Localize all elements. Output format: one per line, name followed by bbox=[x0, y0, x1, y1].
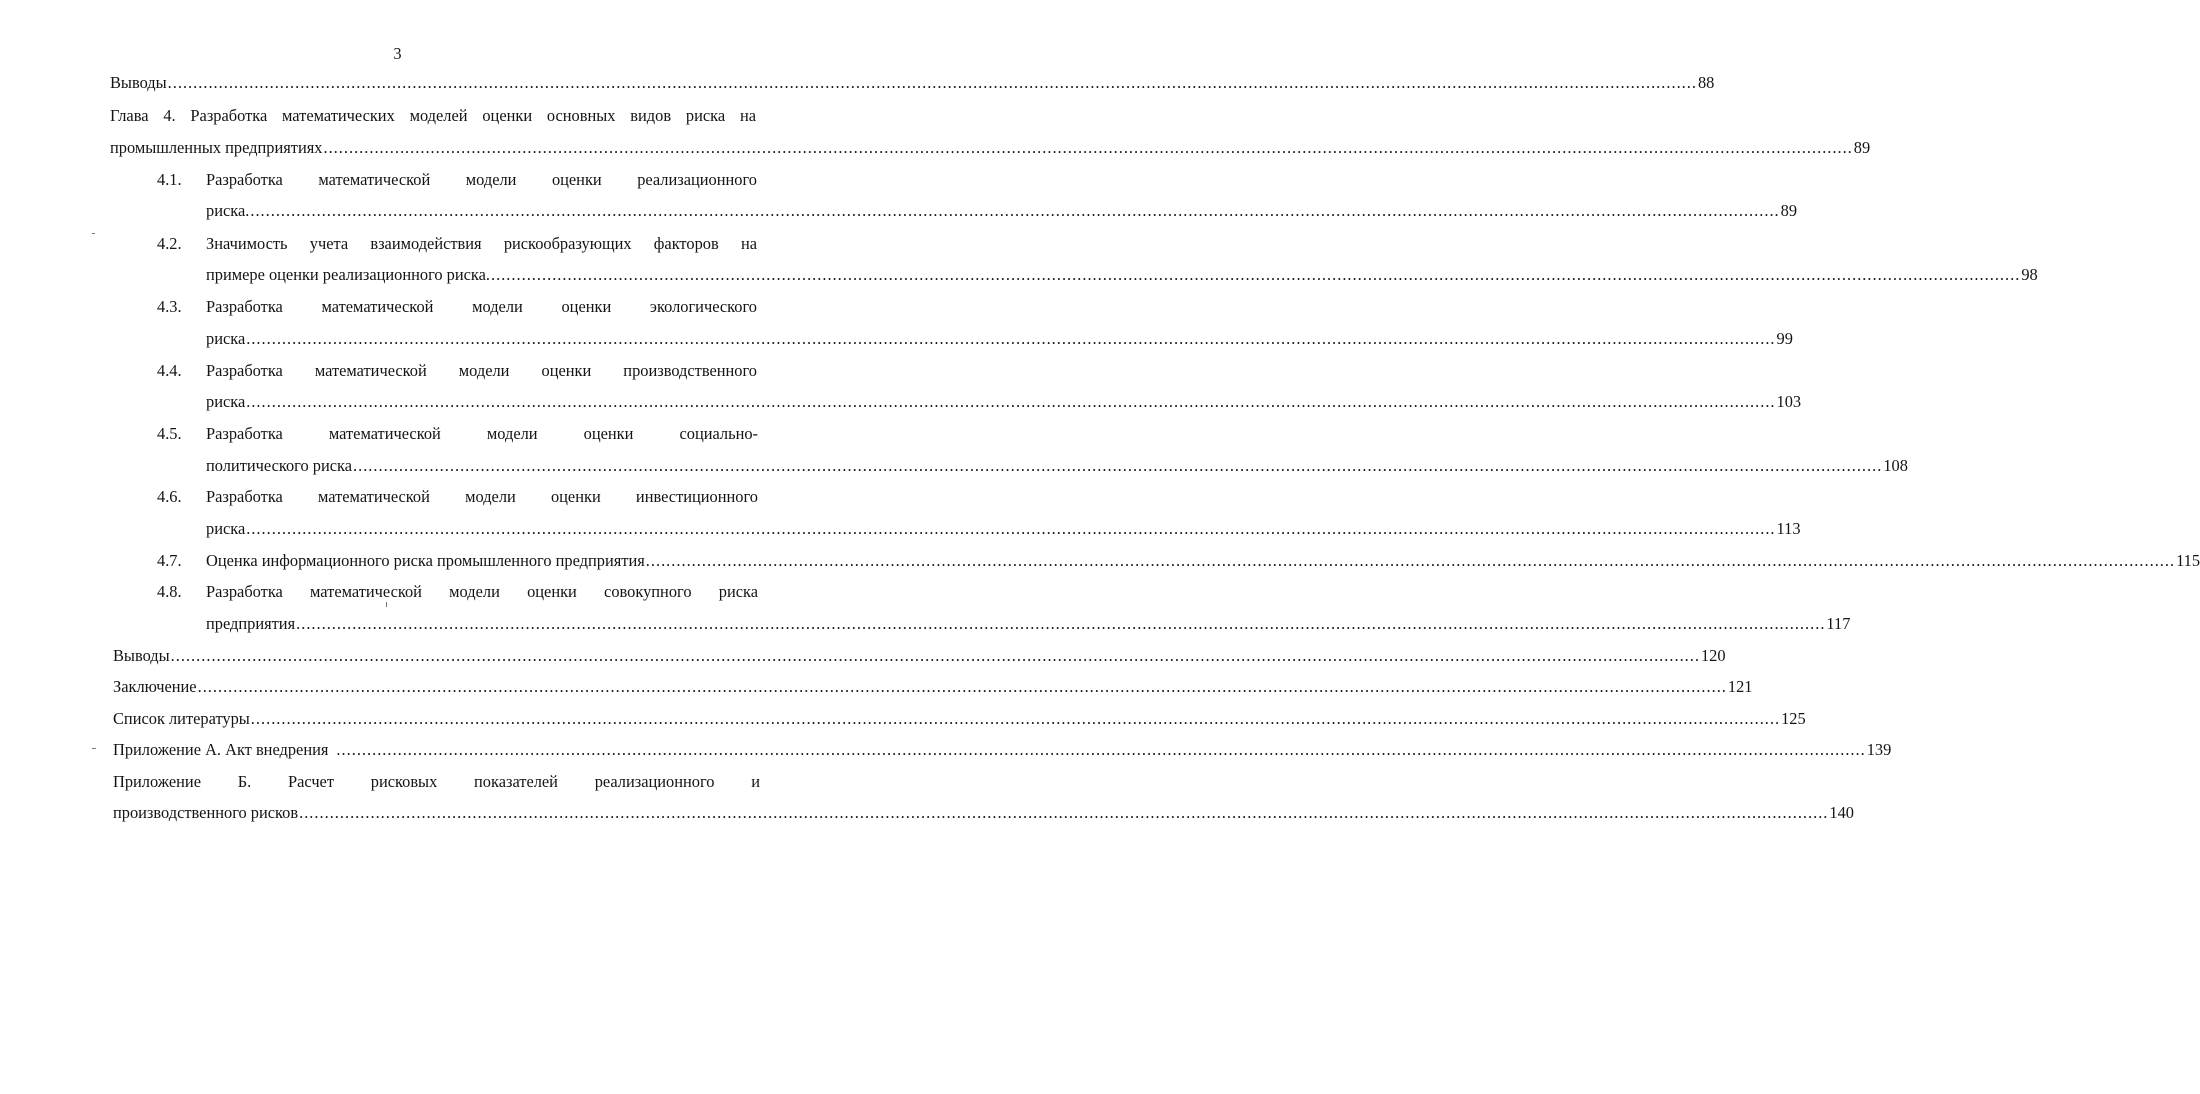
toc-entry-title: Заключение bbox=[113, 677, 197, 696]
toc-section-4-3 bbox=[206, 329, 1793, 349]
toc-entry-page: 89 bbox=[1853, 138, 1871, 157]
dot-leader: ............................................................................................................................................................................................................................................................................................................ bbox=[246, 519, 1776, 538]
toc-section-title: Разработка математической модели оценки социально- bbox=[206, 424, 758, 443]
scan-speck bbox=[92, 233, 95, 234]
toc-entry-title: Выводы bbox=[113, 646, 170, 665]
toc-section-title: Разработка математической модели оценки производственного bbox=[206, 361, 757, 380]
toc-entry-page: 140 bbox=[1829, 803, 1854, 822]
dot-leader: ............................................................................................................................................................................................................................................................................................................ bbox=[323, 138, 1853, 157]
toc-entry-conclusions-ch4 bbox=[113, 646, 1726, 666]
toc-entry-page: 98 bbox=[2021, 265, 2038, 284]
toc-entry-title: производственного рисков bbox=[113, 803, 299, 822]
dot-leader: ............................................................................................................................................................................................................................................................................................................ bbox=[246, 329, 1776, 348]
dot-leader: ............................................................................................................................................................................................................................................................................................................ bbox=[299, 803, 1829, 822]
toc-entry-final-conclusion bbox=[113, 677, 1753, 697]
toc-entry-page: 89 bbox=[1780, 201, 1798, 220]
toc-entry-title: Оценка информационного риска промышленного предприятия bbox=[206, 551, 645, 570]
toc-section-number: 4.7. bbox=[157, 551, 182, 570]
toc-section-title: Значимость учета взаимодействия рискообразующих факторов на bbox=[206, 234, 757, 253]
toc-entry-title: Список литературы bbox=[113, 709, 250, 728]
toc-entry-page: 108 bbox=[1883, 456, 1908, 475]
toc-entry-page: 120 bbox=[1700, 646, 1726, 665]
toc-section-number: 4.4. bbox=[157, 361, 182, 380]
toc-section-4-5 bbox=[206, 456, 1908, 476]
dot-leader: ............................................................................................................................................................................................................................................................................................................ bbox=[353, 456, 1883, 475]
toc-section-number: 4.2. bbox=[157, 234, 182, 253]
toc-section-number: 4.8. bbox=[157, 582, 182, 601]
toc-chapter-4-title: Глава 4. Разработка математических моделей оценки основных видов риска на bbox=[110, 106, 756, 125]
toc-entry-references bbox=[113, 709, 1806, 729]
toc-section-4-1 bbox=[206, 201, 1798, 221]
toc-entry-title: Выводы bbox=[110, 73, 167, 92]
dot-leader: ............................................................................................................................................................................................................................................................................................................ bbox=[296, 614, 1826, 633]
dot-leader: ............................................................................................................................................................................................................................................................................................................ bbox=[197, 677, 1727, 696]
toc-section-4-2 bbox=[206, 265, 2038, 285]
toc-entry-page: 121 bbox=[1727, 677, 1753, 696]
toc-entry-page: 103 bbox=[1776, 392, 1802, 411]
toc-entry-title: риска bbox=[206, 519, 246, 538]
toc-section-title: Разработка математической модели оценки совокупного риска bbox=[206, 582, 758, 601]
toc-section-4-4 bbox=[206, 392, 1802, 412]
toc-entry-appendix-a bbox=[113, 740, 1892, 760]
toc-entry-title: Приложение А. Акт внедрения bbox=[113, 740, 329, 759]
toc-section-4-6 bbox=[206, 519, 1801, 539]
dot-leader: ............................................................................................................................................................................................................................................................................................................ bbox=[246, 392, 1776, 411]
dot-leader: ............................................................................................................................................................................................................................................................................................................ bbox=[250, 709, 1781, 728]
dot-leader: ............................................................................................................................................................................................................................................................................................................ bbox=[645, 551, 2176, 570]
page-number: 3 bbox=[393, 44, 402, 63]
toc-chapter-4 bbox=[110, 138, 1871, 158]
toc-entry-title: предприятия bbox=[206, 614, 296, 633]
toc-entry-conclusions-ch3 bbox=[110, 73, 1715, 93]
toc-entry-page: 113 bbox=[1776, 519, 1801, 538]
toc-entry-title: промышленных предприятиях bbox=[110, 138, 323, 157]
dot-leader: ............................................................................................................................................................................................................................................................................................................ bbox=[491, 265, 2021, 284]
toc-entry-title: риска. bbox=[206, 201, 250, 220]
toc-section-title: Разработка математической модели оценки инвестиционного bbox=[206, 487, 758, 506]
toc-entry-page: 117 bbox=[1826, 614, 1851, 633]
toc-entry-title: политического риска bbox=[206, 456, 353, 475]
toc-entry-page: 88 bbox=[1697, 73, 1715, 92]
toc-entry-appendix-b bbox=[113, 803, 1854, 823]
toc-entry-page: 99 bbox=[1776, 329, 1793, 348]
toc-section-4-8 bbox=[206, 614, 1851, 634]
toc-entry-page: 139 bbox=[1866, 740, 1892, 759]
dot-leader: ............................................................................................................................................................................................................................................................................................................ bbox=[336, 740, 1866, 759]
toc-appendix-b-title: Приложение Б. Расчет рисковых показателей реализационного и bbox=[113, 772, 760, 791]
toc-entry-page: 115 bbox=[2176, 551, 2200, 570]
toc-section-title: Разработка математической модели оценки реализационного bbox=[206, 170, 757, 189]
dot-leader: ............................................................................................................................................................................................................................................................................................................ bbox=[170, 646, 1700, 665]
toc-section-title: Разработка математической модели оценки экологического bbox=[206, 297, 757, 316]
toc-section-number: 4.5. bbox=[157, 424, 182, 443]
dot-leader: ............................................................................................................................................................................................................................................................................................................ bbox=[250, 201, 1780, 220]
toc-section-number: 4.3. bbox=[157, 297, 182, 316]
toc-entry-title: риска bbox=[206, 329, 246, 348]
toc-section-number: 4.6. bbox=[157, 487, 182, 506]
toc-section-number: 4.1. bbox=[157, 170, 182, 189]
toc-entry-page: 125 bbox=[1781, 709, 1806, 728]
toc-entry-title: примере оценки реализационного риска. bbox=[206, 265, 491, 284]
toc-entry-title: риска bbox=[206, 392, 246, 411]
dot-leader: ............................................................................................................................................................................................................................................................................................................ bbox=[167, 73, 1697, 92]
scan-speck bbox=[386, 602, 387, 607]
toc-section-4-7 bbox=[206, 551, 2200, 571]
scan-speck bbox=[92, 748, 96, 749]
